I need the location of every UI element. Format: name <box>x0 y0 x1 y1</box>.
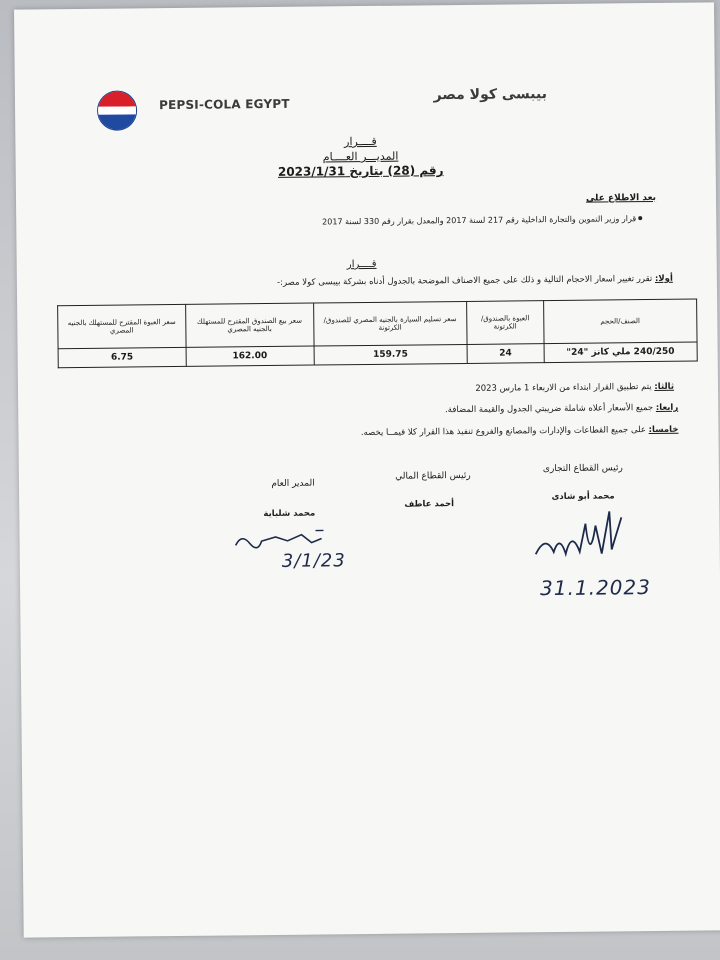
table-cell: 240/250 ملي كانز "24" <box>544 342 698 363</box>
brand-name-english: PEPSI-COLA EGYPT <box>158 96 290 113</box>
fourth-clause-label: رابعا: <box>655 402 679 413</box>
signatory-name-general-manager: محمد شلباية <box>263 508 316 520</box>
bullet-icon <box>638 216 642 220</box>
first-clause-text: تقرر تغيير اسعار الاحجام التالية و ذلك على جميع الاصناف الموضحة بالجدول أدناه بشركة بيبسى كولا مصر:- <box>276 273 653 288</box>
fifth-clause <box>318 424 678 440</box>
table-cell: 24 <box>467 344 544 364</box>
table-header-cell: العبوة بالصندوق/الكرتونة <box>467 301 544 345</box>
table-header-cell: سعر بيع الصندوق المقترح للمستهلك بالجنيه المصري <box>185 303 313 347</box>
pepsi-logo-icon <box>97 90 137 130</box>
signature-commercial <box>525 503 636 574</box>
table-header-cell: سعر تسليم السيارة بالجنيه المصري للصندوق/الكرتونة <box>313 301 467 346</box>
handwritten-date-right: 31.1.2023 <box>539 575 652 601</box>
third-clause <box>314 381 674 397</box>
handwritten-date-left: 3/1/23 <box>281 550 346 572</box>
title-decision: قــــرار <box>344 134 377 149</box>
decision-title <box>255 133 465 180</box>
signatory-title-financial: رئيس القطاع المالي <box>395 470 471 482</box>
signatory-title-commercial: رئيس القطاع التجارى <box>542 463 623 475</box>
fourth-clause <box>318 402 678 418</box>
first-clause-label: أولا: <box>654 273 673 284</box>
signatory-title-general-manager: المدير العام <box>271 478 315 489</box>
title-number-date: رقم (28) بتاريخ 2023/1/31 <box>277 163 444 179</box>
decision-heading: قــــرار <box>346 258 377 271</box>
brand-name-arabic: بيبسى كولا مصر <box>433 86 548 104</box>
signatory-name-commercial: محمد أبو شادى <box>551 491 615 503</box>
signatory-name-financial: أحمد عاطف <box>404 499 455 510</box>
title-general-manager: المديـــر العــــام <box>322 149 399 164</box>
document-page <box>14 2 720 937</box>
table-cell: 6.75 <box>58 347 186 367</box>
table-header-row <box>58 299 697 349</box>
table-header-cell: سعر العبوة المقترح للمستهلك بالجنيه المصري <box>58 304 186 348</box>
table-cell: 162.00 <box>186 346 314 366</box>
reference-bullet: قرار وزير التموين والتجارة الداخلية رقم 217 لسنة 2017 والمعدل بقرار رقم 330 لسنة 2017 <box>322 214 637 227</box>
fifth-clause-text: على جميع القطاعات والإدارات والمصانع والفروع تنفيذ هذا القرار كلا فيمــا يخصه. <box>360 425 646 439</box>
third-clause-text: يتم تطبيق القرار ابتداء من الاربعاء 1 مارس 2023 <box>475 382 652 394</box>
after-review-heading: بعد الاطلاع على <box>585 192 657 204</box>
third-clause-label: ثالثا: <box>654 381 675 392</box>
fourth-clause-text: جميع الأسعار أعلاه شاملة ضريبتي الجدول والقيمة المضافة. <box>444 402 654 416</box>
first-clause <box>207 273 673 290</box>
price-table <box>57 299 698 369</box>
fifth-clause-label: خامسا: <box>648 424 679 436</box>
table-cell: 159.75 <box>314 344 468 365</box>
table-header-cell: الصنف/الحجم <box>543 299 697 344</box>
